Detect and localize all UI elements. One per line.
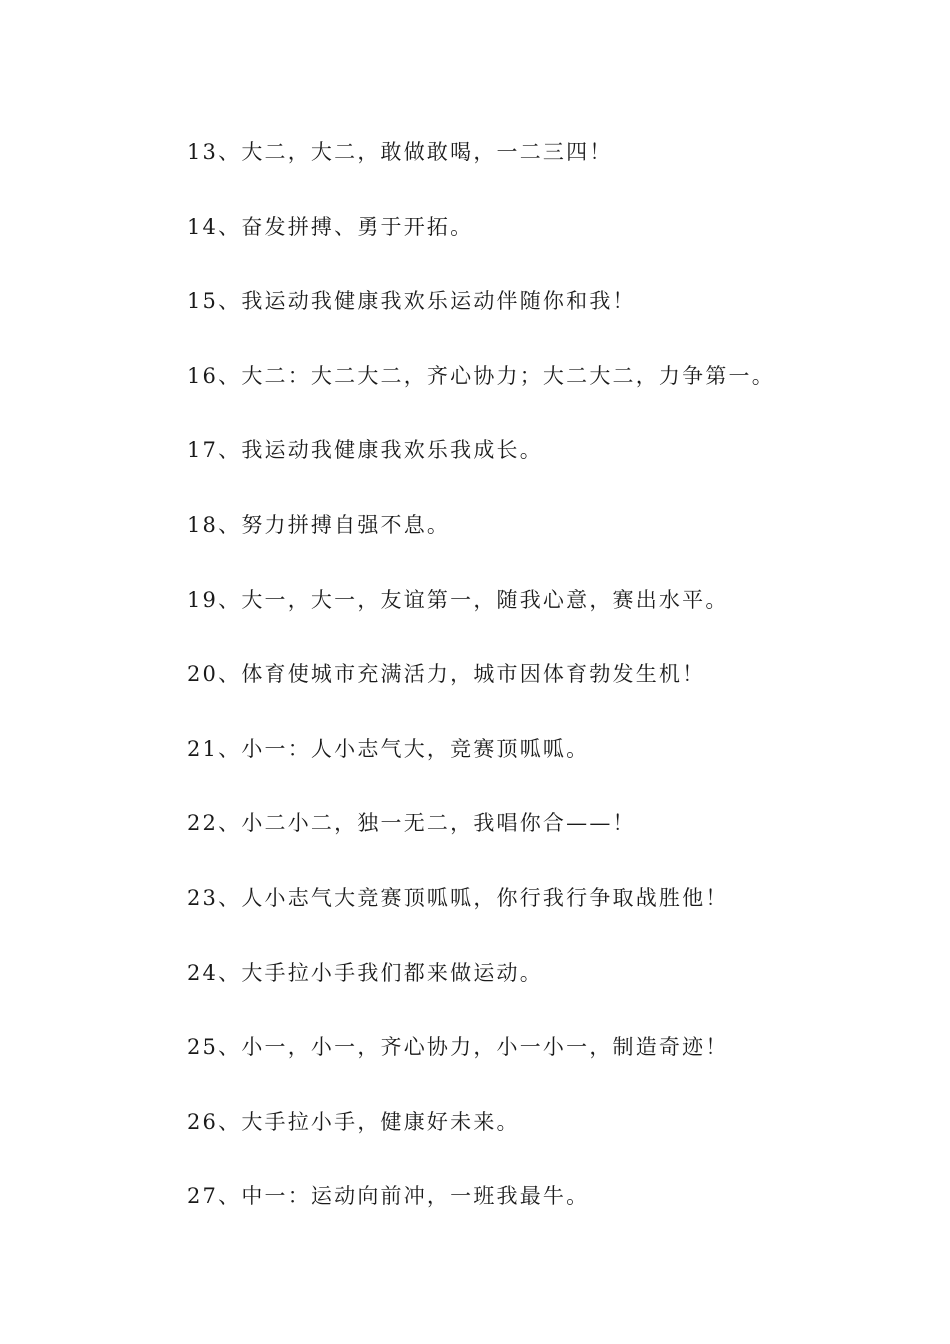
list-item: 22、小二小二，独一无二，我唱你合——！ — [187, 811, 636, 836]
list-item: 15、我运动我健康我欢乐运动伴随你和我！ — [187, 289, 636, 314]
list-item: 17、我运动我健康我欢乐我成长。 — [187, 438, 543, 463]
list-item: 23、人小志气大竞赛顶呱呱，你行我行争取战胜他！ — [187, 885, 729, 910]
list-item: 26、大手拉小手，健康好未来。 — [187, 1109, 520, 1134]
list-item: 20、体育使城市充满活力，城市因体育勃发生机！ — [187, 662, 706, 687]
list-item: 25、小一，小一，齐心协力，小一小一，制造奇迹！ — [187, 1035, 729, 1060]
list-item: 18、努力拼搏自强不息。 — [187, 512, 451, 537]
list-item: 21、小一：人小志气大，竞赛顶呱呱。 — [187, 736, 590, 761]
list-item: 13、大二，大二，敢做敢喝，一二三四！ — [187, 140, 613, 164]
list-item: 14、奋发拼搏、勇于开拓。 — [187, 214, 474, 239]
list-item: 16、大二：大二大二，齐心协力；大二大二，力争第一。 — [187, 363, 775, 388]
list-item: 19、大一，大一，友谊第一，随我心意，赛出水平。 — [187, 587, 729, 612]
list-item: 27、中一：运动向前冲，一班我最牛。 — [187, 1184, 590, 1209]
list-item: 24、大手拉小手我们都来做运动。 — [187, 960, 543, 985]
slogan-list — [187, 134, 775, 1253]
